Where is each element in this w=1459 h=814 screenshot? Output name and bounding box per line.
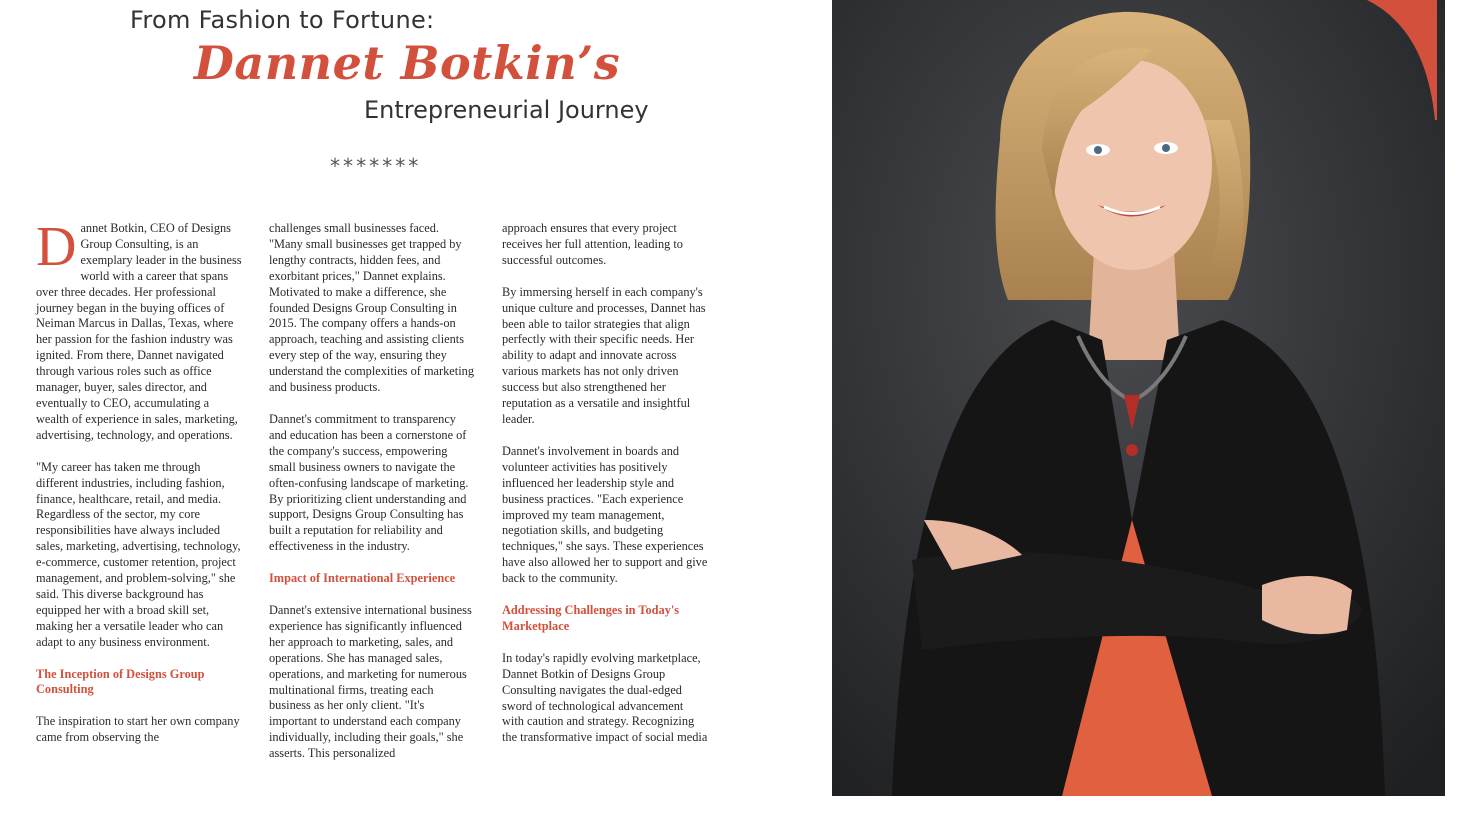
title-name: Dannet Botkin’s [194, 36, 621, 90]
paragraph-text: annet Botkin, CEO of Designs Group Consulting, is an exemplary leader in the business world with a career that spans over three decades. Her professional journey began in the buying offices of Neiman Marcus in Dallas, Texas, where her passion for the fashion industry was ignited. From there, Dannet navigated through various roles such as office manager, buyer, sales director, and eventually to CEO, accumulating a wealth of experience in sales, marketing, advertising, technology, and operations. [36, 221, 242, 442]
section-heading: Addressing Challenges in Today's Marketplace [502, 603, 680, 633]
paragraph: Dannet's commitment to transparency and education has been a cornerstone of the company's success, empowering small business owners to navigate the often-confusing landscape of marketing. By prioritizing client understanding and support, Designs Group Consulting has built a reputation for reliability and effectiveness in the industry. [269, 411, 469, 554]
paragraph: Dannet's involvement in boards and volunteer activities has positively influenced her leadership style and business practices. "Each experience improved my team management, negotiation skills, and budgeting techniques," she says. These experiences have also allowed her to support and give back to the community. [502, 443, 708, 586]
article-column-3 [502, 221, 708, 762]
section-heading: The Inception of Designs Group Consulting [36, 666, 205, 697]
title-from-fashion: From Fashion to Fortune: [130, 6, 435, 34]
title-journey: Entrepreneurial Journey [364, 96, 649, 124]
article-column-2 [269, 221, 475, 778]
paragraph: approach ensures that every project receives her full attention, leading to successful outcomes. [502, 221, 683, 267]
portrait-photo [832, 0, 1445, 796]
paragraph: "My career has taken me through different industries, including fashion, finance, healthcare, retail, and media. Regardless of the sector, my core responsibilities have always included sales, marketing, advertising, technology, e-commerce, customer retention, project management, and problem-solving," she said. This diverse background has equipped her with a broad skill set, making her a versatile leader who can adapt to any business environment. [36, 459, 241, 649]
decorative-arc [1367, 0, 1437, 120]
paragraph: By immersing herself in each company's unique culture and processes, Dannet has been able to tailor strategies that align perfectly with their specific needs. Her ability to adapt and innovate across various markets has not only driven success but also strengthened her reputation as a versatile and insightful leader. [502, 284, 706, 426]
paragraph: challenges small businesses faced. "Many small businesses get trapped by lengthy contracts, hidden fees, and exorbitant prices," Dannet explains. Motivated to make a difference, she founded Designs Group Consulting in 2015. The company offers a hands-on approach, teaching and assisting clients every step of the way, ensuring they understand the complexities of marketing and business products. [269, 221, 474, 395]
article-column-1 [36, 216, 242, 762]
section-heading: Impact of International Experience [269, 571, 456, 586]
paragraph: The inspiration to start her own company came from observing the [36, 714, 240, 745]
divider-stars: ******* [329, 154, 421, 178]
paragraph [36, 216, 242, 444]
portrait-illustration [832, 0, 1445, 796]
drop-cap: D [36, 216, 77, 278]
paragraph: In today's rapidly evolving marketplace, Dannet Botkin of Designs Group Consulting navigates the dual-edged sword of technological advancement with caution and strategy. Recognizing the transformative impact of social media [502, 650, 708, 745]
paragraph: Dannet's extensive international business experience has significantly influenced her approach to marketing, sales, and operations. She has managed sales, operations, and marketing for numerous multinational firms, treating each business as her only client. "It's important to understand each company individually, including their goals," she asserts. This personalized [269, 603, 472, 761]
